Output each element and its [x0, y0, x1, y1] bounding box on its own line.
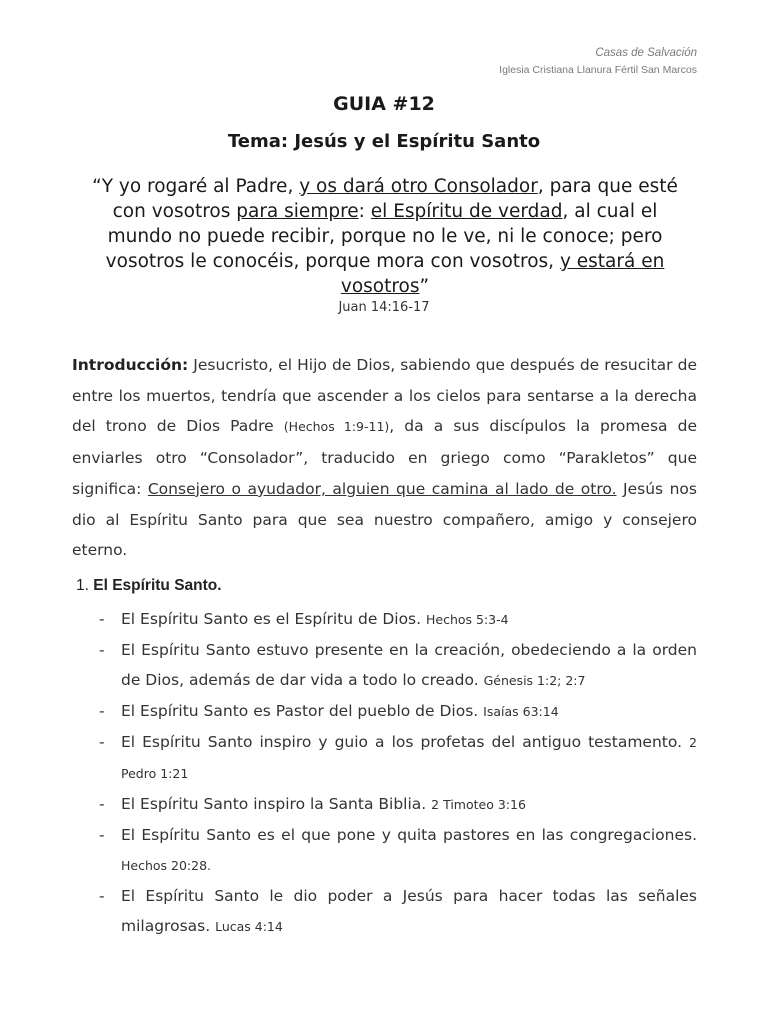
verse-underline: para siempre: [236, 201, 359, 222]
verse-underline: el Espíritu de verdad: [370, 201, 563, 222]
item-citation: Hechos 5:3-4: [425, 612, 509, 627]
bullet-list: [99, 604, 697, 942]
list-item: [99, 789, 697, 820]
verse-underline: y estará en vosotros: [340, 251, 665, 297]
item-citation: 2 Pedro 1:21: [121, 735, 697, 781]
verse-text: , al cual el mundo no puede recibir, porque no le ve, ni le conoce; pero vosotros le conocéis, porque mora con vosotros,: [105, 201, 663, 272]
list-item: [99, 696, 697, 727]
item-citation: Génesis 1:2; 2:7: [483, 673, 586, 688]
intro-text: , da a sus discípulos la promesa de enviarles otro “Consolador”, traducido en griego como “Parakletos” que significa:: [72, 417, 698, 498]
dash-bullet: -: [99, 826, 105, 844]
verse-text: “Y yo rogaré al Padre,: [92, 176, 300, 197]
item-text: El Espíritu Santo le dio poder a Jesús para hacer todas las señales milagrosas.: [121, 887, 697, 935]
intro-text: Jesucristo, el Hijo de Dios, sabiendo que después de resucitar de entre los muertos, tendría que ascender a los cielos para sentarse a la derecha del trono de Dios Padre: [72, 356, 697, 436]
dash-bullet: -: [99, 887, 105, 905]
intro-reference: (Hechos 1:9-11): [283, 419, 390, 435]
verse-text: , para que esté con vosotros: [112, 176, 678, 222]
list-item: [99, 881, 697, 942]
bible-verse: [80, 174, 690, 299]
dash-bullet: -: [99, 795, 105, 813]
dash-bullet: -: [99, 641, 105, 659]
list-item: [99, 820, 697, 881]
item-citation: 2 Timoteo 3:16: [431, 797, 526, 812]
section-number: 1.: [76, 577, 89, 594]
topic-title: Tema: Jesús y el Espíritu Santo: [227, 131, 541, 152]
header-church: Iglesia Cristiana Llanura Fértil San Marcos: [499, 64, 697, 76]
list-item: [99, 727, 697, 789]
verse-reference: Juan 14:16-17: [338, 300, 430, 315]
item-text: El Espíritu Santo es el Espíritu de Dios.: [121, 610, 426, 628]
introduction-paragraph: [72, 350, 697, 566]
list-item: [99, 604, 697, 635]
item-text: El Espíritu Santo inspiro la Santa Biblia.: [121, 795, 432, 813]
item-text: El Espíritu Santo es el que pone y quita pastores en las congregaciones.: [121, 826, 697, 844]
dash-bullet: -: [99, 702, 105, 720]
item-citation: Hechos 20:28.: [121, 858, 212, 873]
dash-bullet: -: [99, 610, 105, 628]
item-text: El Espíritu Santo inspiro y guio a los profetas del antiguo testamento.: [121, 733, 690, 751]
list-item: [99, 635, 697, 696]
intro-text: Jesús nos dio al Espíritu Santo para que sea nuestro compañero, amigo y consejero eterno.: [72, 479, 697, 560]
guide-title: GUIA #12: [333, 93, 435, 115]
item-text: El Espíritu Santo es Pastor del pueblo de Dios.: [121, 702, 484, 720]
verse-underline: y os dará otro Consolador: [299, 176, 538, 197]
verse-text: ”: [419, 276, 430, 297]
item-text: El Espíritu Santo estuvo presente en la creación, obedeciendo a la orden de Dios, además de dar vida a todo lo creado.: [121, 641, 697, 689]
section-title: El Espíritu Santo.: [93, 577, 222, 594]
header-org: Casas de Salvación: [595, 47, 697, 59]
section-heading: [76, 577, 222, 595]
intro-underlined: Consejero o ayudador, alguien que camina al lado de otro.: [147, 479, 617, 498]
page-header: [499, 46, 697, 79]
intro-label: Introducción:: [72, 356, 189, 374]
item-citation: Isaías 63:14: [483, 704, 559, 719]
dash-bullet: -: [99, 733, 105, 751]
item-citation: Lucas 4:14: [215, 919, 283, 934]
verse-text: :: [358, 201, 371, 222]
